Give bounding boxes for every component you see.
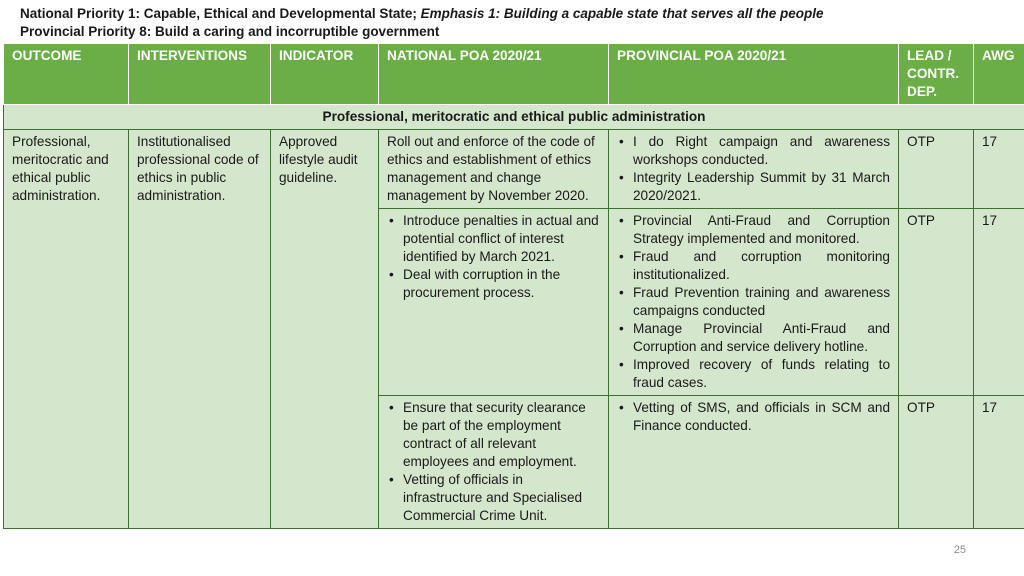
list-item: • Improved recovery of funds relating to fraud cases.	[633, 356, 890, 392]
header-row	[4, 44, 1024, 105]
provincial-list	[617, 133, 890, 205]
col-awg: AWG	[974, 44, 1024, 105]
col-provincial-poa: PROVINCIAL POA 2020/21	[609, 44, 899, 105]
col-lead: LEAD / CONTR. DEP.	[899, 44, 974, 105]
provincial-priority-line: Provincial Priority 8: Build a caring and incorruptible government	[20, 24, 440, 39]
provincial-list	[617, 212, 890, 392]
table-row	[4, 130, 1024, 209]
list-item: • Deal with corruption in the procurement process.	[403, 266, 600, 302]
outcome-cell: Professional, meritocratic and ethical public administration.	[4, 130, 129, 529]
national-priority-line	[20, 5, 824, 23]
poa-table	[3, 43, 1024, 529]
provincial-list	[617, 399, 890, 435]
list-item: • Fraud Prevention training and awareness campaigns conducted	[633, 284, 890, 320]
list-item: • Vetting of SMS, and officials in SCM and Finance conducted.	[633, 399, 890, 435]
intervention-cell: Institutionalised professional code of ethics in public administration.	[129, 130, 271, 529]
list-item: • I do Right campaign and awareness workshops conducted.	[633, 133, 890, 169]
list-item: • Provincial Anti-Fraud and Corruption Strategy implemented and monitored.	[633, 212, 890, 248]
page-heading	[20, 5, 824, 41]
indicator-cell: Approved lifestyle audit guideline.	[271, 130, 379, 529]
national-text: Roll out and enforce of the code of ethics and establishment of ethics management and change management by November 2020.	[387, 134, 595, 203]
provincial-cell	[609, 130, 899, 209]
national-list	[387, 399, 600, 525]
lead-cell: OTP	[899, 130, 974, 209]
list-item: • Integrity Leadership Summit by 31 March 2020/2021.	[633, 169, 890, 205]
list-item: • Fraud and corruption monitoring institutionalized.	[633, 248, 890, 284]
col-indicator: INDICATOR	[271, 44, 379, 105]
lead-cell: OTP	[899, 396, 974, 529]
provincial-cell	[609, 396, 899, 529]
page-number: 25	[953, 544, 966, 556]
national-cell	[379, 130, 609, 209]
section-row	[4, 105, 1024, 130]
col-national-poa: NATIONAL POA 2020/21	[379, 44, 609, 105]
list-item: • Vetting of officials in infrastructure and Specialised Commercial Crime Unit.	[403, 471, 600, 525]
list-item: • Introduce penalties in actual and potential conflict of interest identified by March 2021.	[403, 212, 600, 266]
col-interventions: INTERVENTIONS	[129, 44, 271, 105]
emphasis-text: Emphasis 1: Building a capable state that serves all the people	[420, 6, 824, 21]
awg-cell: 17	[974, 209, 1024, 396]
provincial-cell	[609, 209, 899, 396]
awg-cell: 17	[974, 130, 1024, 209]
national-list	[387, 212, 600, 302]
list-item: • Manage Provincial Anti-Fraud and Corruption and service delivery hotline.	[633, 320, 890, 356]
national-cell	[379, 209, 609, 396]
list-item: • Ensure that security clearance be part of the employment contract of all relevant employees and employment.	[403, 399, 600, 471]
national-cell	[379, 396, 609, 529]
awg-cell: 17	[974, 396, 1024, 529]
lead-cell: OTP	[899, 209, 974, 396]
national-priority-text: National Priority 1: Capable, Ethical and Developmental State;	[20, 6, 417, 21]
col-outcome: OUTCOME	[4, 44, 129, 105]
section-title: Professional, meritocratic and ethical public administration	[4, 105, 1024, 130]
